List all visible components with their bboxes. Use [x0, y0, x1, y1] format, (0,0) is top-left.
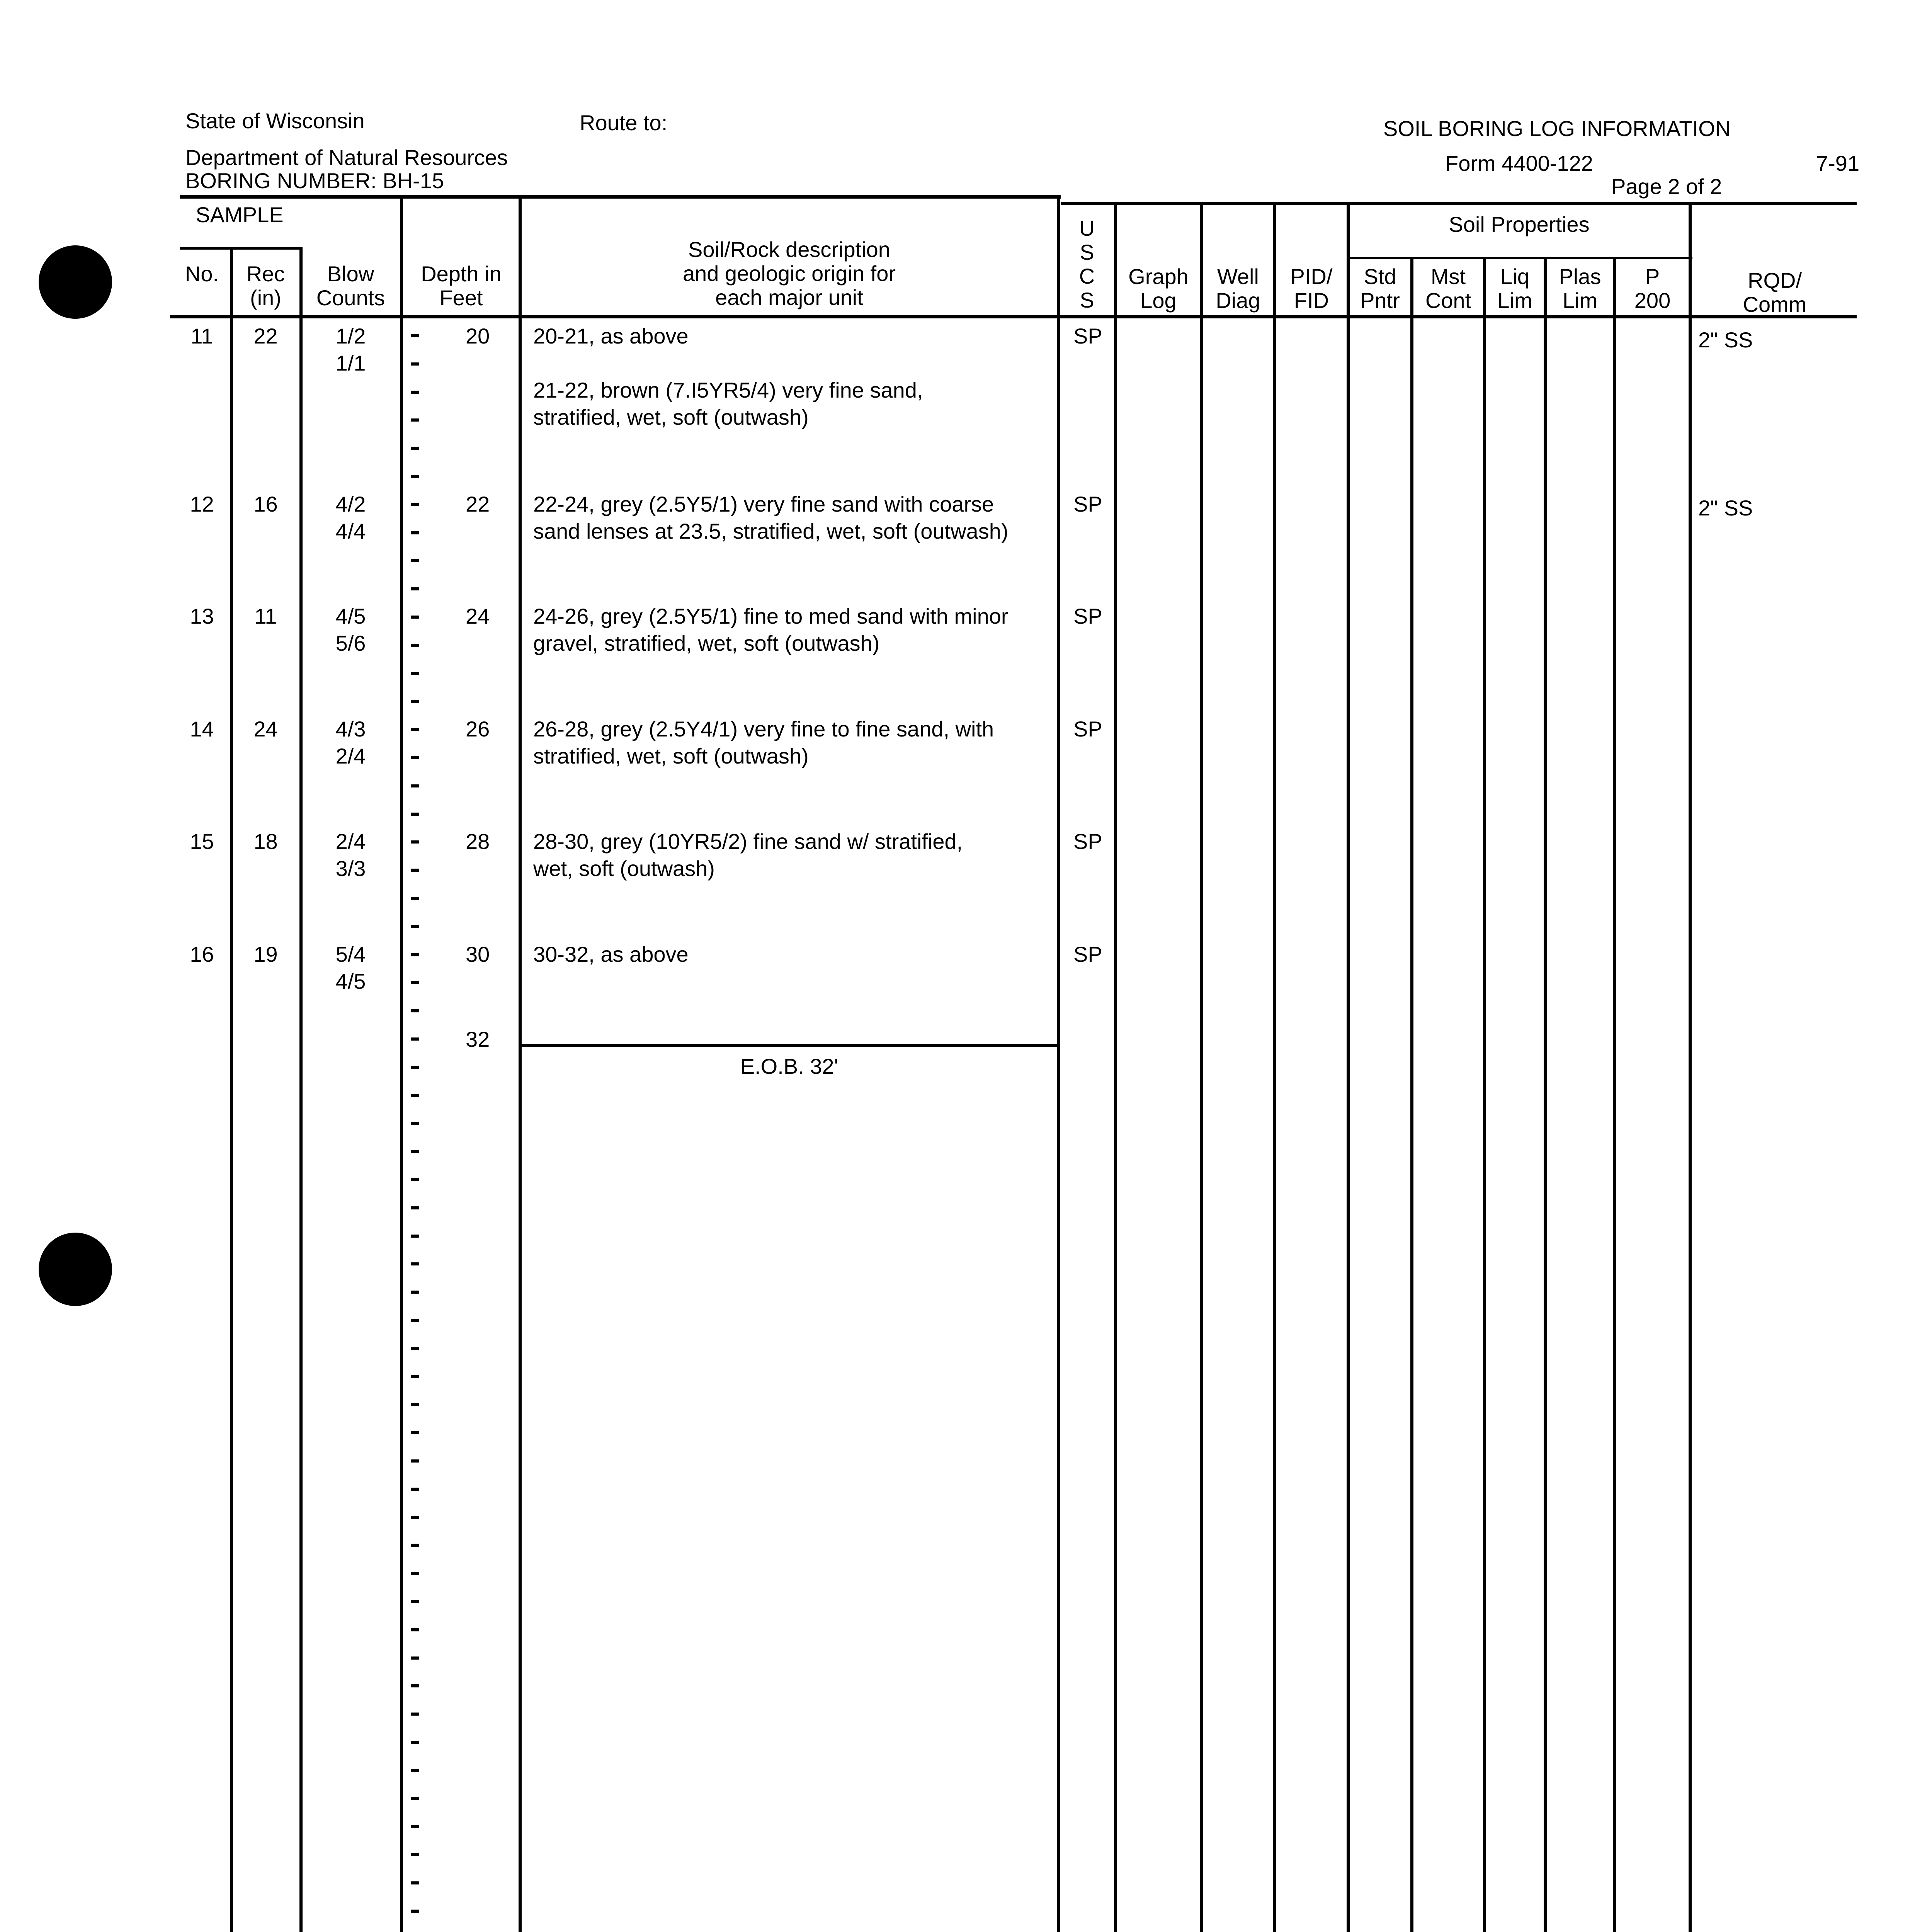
depth-tick	[411, 1235, 419, 1238]
col-header-soil-properties: Soil Properties	[1449, 212, 1590, 236]
row-11-description: 20-21, as above 21-22, brown (7.I5YR5/4) very fine sand, stratified, wet, soft (outwash)	[533, 324, 923, 429]
route-to-label: Route to:	[580, 111, 668, 135]
depth-tick	[411, 1572, 419, 1575]
row-16-blow: 5/4 4/5	[335, 942, 366, 993]
depth-tick	[411, 1684, 419, 1687]
row-11-uscs: SP	[1073, 324, 1102, 348]
row-16-rec: 19	[253, 942, 278, 966]
depth-tick	[411, 362, 419, 366]
row-15-description: 28-30, grey (10YR5/2) fine sand w/ stratified, wet, soft (outwash)	[533, 829, 963, 881]
depth-tick	[411, 1431, 419, 1434]
depth-tick	[411, 1178, 419, 1181]
state-label: State of Wisconsin	[185, 109, 365, 133]
depth-tick	[411, 897, 419, 900]
depth-tick	[411, 587, 419, 590]
col-line-mst-liq	[1483, 258, 1486, 1932]
depth-tick	[411, 1206, 419, 1209]
depth-tick	[411, 1037, 419, 1041]
depth-tick	[411, 1009, 419, 1012]
col-line-pid-std	[1347, 203, 1350, 1932]
depth-tick	[411, 616, 419, 619]
row-12-blow: 4/2 4/4	[335, 492, 366, 543]
depth-tick	[411, 869, 419, 872]
end-of-boring-rule	[522, 1044, 1059, 1047]
depth-tick	[411, 1291, 419, 1294]
row-14-no: 14	[190, 717, 214, 741]
depth-tick	[411, 1600, 419, 1603]
row-15-no: 15	[190, 829, 214, 854]
row-15-depth: 28	[466, 829, 490, 854]
row-11-depth: 20	[466, 324, 490, 348]
row-13-no: 13	[190, 604, 214, 628]
col-line-well-pid	[1273, 203, 1276, 1932]
column-header-rule	[170, 315, 1857, 318]
row-15-rec: 18	[253, 829, 278, 854]
row-16-description: 30-32, as above	[533, 942, 689, 966]
depth-tick	[411, 1094, 419, 1097]
depth-tick	[411, 644, 419, 647]
depth-tick	[411, 953, 419, 956]
col-header-liq-lim: Liq Lim	[1497, 264, 1532, 313]
depth-tick	[411, 1459, 419, 1463]
department-label: Department of Natural Resources	[185, 145, 508, 170]
col-header-rec: Rec (in)	[246, 262, 285, 310]
depth-tick	[411, 756, 419, 759]
depth-tick	[411, 1741, 419, 1744]
end-of-boring-label: E.O.B. 32'	[740, 1054, 838, 1078]
binder-hole-middle	[39, 1233, 112, 1306]
col-header-blow: Blow Counts	[316, 262, 385, 310]
col-line-uscs-graph	[1114, 203, 1117, 1932]
depth-tick	[411, 1122, 419, 1125]
col-header-p200: P 200	[1634, 264, 1671, 313]
col-header-description: Soil/Rock description and geologic origin for each major unit	[682, 237, 896, 310]
col-header-depth: Depth in Feet	[421, 262, 502, 310]
row-13-rec: 11	[254, 604, 277, 628]
row-12-uscs: SP	[1073, 492, 1102, 516]
row-16-uscs: SP	[1073, 942, 1102, 966]
row-12-rec: 16	[253, 492, 278, 516]
depth-tick	[411, 1262, 419, 1265]
form-title: SOIL BORING LOG INFORMATION	[1383, 116, 1731, 141]
row-11-rec: 22	[253, 324, 278, 348]
depth-tick	[411, 813, 419, 816]
binder-hole-top	[39, 245, 112, 319]
depth-tick	[411, 1347, 419, 1350]
depth-tick	[411, 1881, 419, 1884]
row-15-blow: 2/4 3/3	[335, 829, 366, 881]
depth-tick	[411, 1628, 419, 1631]
row-14-blow: 4/3 2/4	[335, 717, 366, 768]
depth-tick	[411, 1825, 419, 1828]
row-13-description: 24-26, grey (2.5Y5/1) fine to med sand with minor gravel, stratified, wet, soft (outwash)	[533, 604, 1009, 655]
page-indicator: Page 2 of 2	[1611, 174, 1722, 199]
col-line-desc-uscs	[1057, 197, 1060, 1932]
boring-number: BORING NUMBER: BH-15	[185, 168, 444, 193]
row-16-depth: 30	[466, 942, 490, 966]
sample-header: SAMPLE	[196, 202, 284, 227]
row-16-no: 16	[190, 942, 214, 966]
col-line-liq-plas	[1544, 258, 1547, 1932]
depth-tick	[411, 1544, 419, 1547]
depth-tick	[411, 531, 419, 534]
soil-properties-rule	[1349, 257, 1692, 259]
col-header-pid-fid: PID/ FID	[1290, 264, 1333, 313]
depth-tick	[411, 447, 419, 450]
col-header-no: No.	[185, 262, 219, 286]
row-11-blow: 1/2 1/1	[335, 324, 366, 375]
row-13-depth: 24	[466, 604, 490, 628]
header-rule-right	[1061, 202, 1857, 205]
row-15-uscs: SP	[1073, 829, 1102, 854]
depth-tick	[411, 1516, 419, 1519]
depth-tick	[411, 475, 419, 478]
col-line-p200-rqd	[1689, 203, 1692, 1932]
depth-tick	[411, 334, 419, 337]
depth-tick	[411, 1656, 419, 1660]
row-11-no: 11	[190, 324, 213, 348]
row-14-description: 26-28, grey (2.5Y4/1) very fine to fine sand, with stratified, wet, soft (outwash)	[533, 717, 994, 768]
depth-tick	[411, 840, 419, 844]
depth-tick	[411, 1853, 419, 1856]
depth-tick	[411, 1150, 419, 1153]
depth-tick	[411, 784, 419, 787]
row-12-depth: 22	[466, 492, 490, 516]
col-line-depth-desc	[519, 197, 522, 1932]
depth-tick	[411, 1769, 419, 1772]
depth-tick	[411, 503, 419, 506]
col-line-std-mst	[1410, 258, 1413, 1932]
depth-tick	[411, 1910, 419, 1913]
col-header-rqd-comm: RQD/ Comm	[1743, 268, 1807, 316]
form-version: 7-91	[1816, 151, 1860, 175]
final-depth: 32	[466, 1027, 490, 1051]
row-14-rec: 24	[253, 717, 278, 741]
col-line-graph-well	[1200, 203, 1203, 1932]
depth-tick	[411, 981, 419, 984]
depth-tick	[411, 1403, 419, 1406]
depth-tick	[411, 418, 419, 422]
depth-tick	[411, 925, 419, 928]
sample-rule	[180, 247, 299, 250]
depth-tick	[411, 1319, 419, 1322]
form-number: Form 4400-122	[1445, 151, 1593, 175]
col-header-well-diag: Well Diag	[1216, 264, 1260, 313]
col-header-std-pntr: Std Pntr	[1360, 264, 1400, 313]
depth-tick	[411, 391, 419, 394]
col-header-plas-lim: Plas Lim	[1559, 264, 1601, 313]
col-header-uscs: U S C S	[1079, 216, 1095, 312]
row-14-depth: 26	[466, 717, 490, 741]
row-12-comment: 2" SS	[1698, 496, 1753, 520]
row-11-comment: 2" SS	[1698, 328, 1753, 352]
row-12-description: 22-24, grey (2.5Y5/1) very fine sand with coarse sand lenses at 23.5, stratified, wet, soft (outwash)	[533, 492, 1009, 543]
depth-tick	[411, 1797, 419, 1800]
col-header-mst-cont: Mst Cont	[1425, 264, 1471, 313]
depth-tick	[411, 1488, 419, 1491]
row-12-no: 12	[190, 492, 214, 516]
col-header-graph-log: Graph Log	[1128, 264, 1189, 313]
col-line-plas-p200	[1613, 258, 1616, 1932]
depth-tick	[411, 1713, 419, 1716]
depth-tick	[411, 1375, 419, 1378]
depth-tick	[411, 559, 419, 562]
depth-tick	[411, 700, 419, 703]
col-line-blow-depth	[400, 197, 403, 1932]
row-14-uscs: SP	[1073, 717, 1102, 741]
depth-tick	[411, 1066, 419, 1069]
header-rule-left	[180, 195, 1061, 199]
row-13-uscs: SP	[1073, 604, 1102, 628]
depth-tick	[411, 728, 419, 731]
row-13-blow: 4/5 5/6	[335, 604, 366, 655]
depth-tick	[411, 672, 419, 675]
